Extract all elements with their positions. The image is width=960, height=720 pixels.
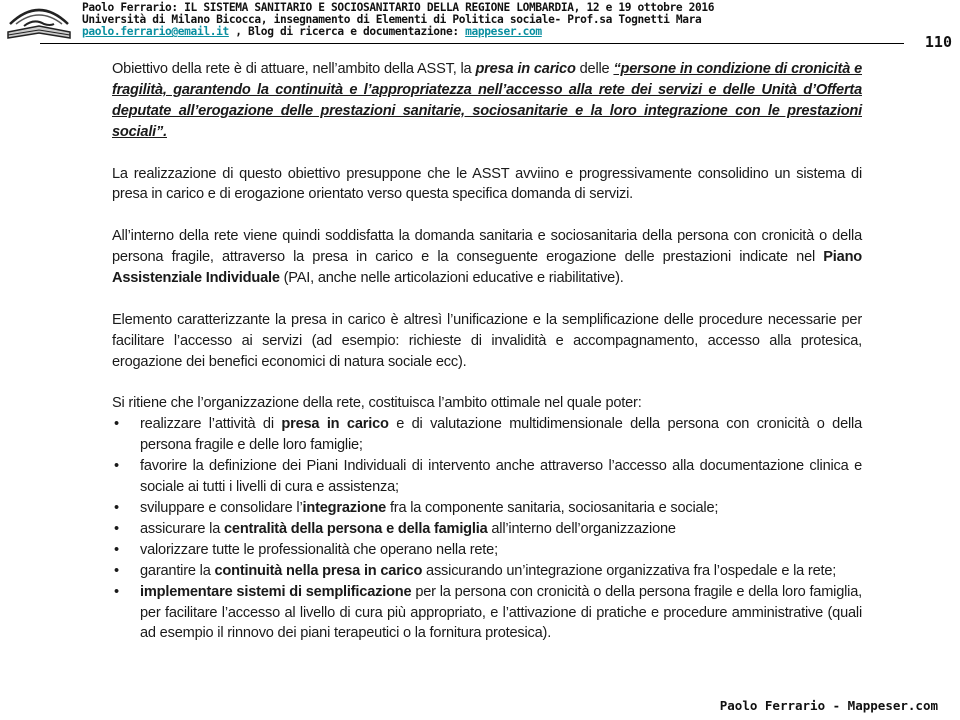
- emphasized-text: continuità nella presa in carico: [214, 562, 423, 579]
- page-number: 110: [924, 33, 952, 51]
- text-run: (PAI, anche nelle articolazioni educative e riabilitative).: [279, 270, 624, 287]
- text-run: garantire la: [140, 562, 215, 579]
- text-run: Elemento caratterizzante la presa in carico è altresì l’unificazione e la semplificazione delle procedure necessarie per facilitare l’accesso ai servizi (ad esempio: richieste di invalidità e accompagnamento, accesso alla protesica, erogazione dei benefici economici di natura sociale ecc).: [112, 311, 862, 370]
- paragraph: [112, 164, 862, 206]
- text-run: favorire la definizione dei Piani Individuali di intervento anche attraverso l’accesso alla documentazione clinica e sociale ai tutti i livelli di cura e assistenza;: [140, 458, 862, 496]
- text-run: sviluppare e consolidare l’: [140, 499, 303, 516]
- text-run: fra la componente sanitaria, sociosanitaria e sociale;: [386, 499, 719, 516]
- blog-link[interactable]: mappeser.com: [465, 25, 542, 38]
- header-divider: [40, 43, 904, 44]
- list-item: [112, 540, 862, 561]
- email-link[interactable]: paolo.ferrario@email.it: [82, 25, 229, 38]
- list-item: [112, 582, 862, 645]
- text-run: All’interno della rete viene quindi soddisfatta la domanda sanitaria e sociosanitaria della persona con cronicità o della persona fragile, attraverso la presa in carico e la conseguente erogazione delle prestazioni indicate nel: [112, 228, 862, 266]
- text-run: realizzare l’attività di: [140, 416, 282, 433]
- list-item: [112, 414, 862, 456]
- paragraph: [112, 59, 862, 143]
- bullet-icon: •: [114, 541, 119, 558]
- text-run: assicurare la: [140, 520, 224, 537]
- footer-credit: Paolo Ferrario - Mappeser.com: [719, 698, 938, 713]
- list-item: [112, 498, 862, 519]
- emphasized-text: implementare sistemi di semplificazione: [140, 583, 412, 600]
- book-handshake-logo-icon: [4, 2, 74, 42]
- blog-label: , Blog di ricerca e documentazione:: [228, 25, 466, 38]
- text-run: per la persona con cronicità o della persona fragile e della loro famiglia, per facilitare l’accesso al livello di cura più appropriato, e l’attivazione di pratiche e procedure amministrative (quali ad esempio il rinnovo dei piani terapeutici o la fornitura protesica).: [140, 583, 862, 642]
- bullet-icon: •: [114, 520, 119, 537]
- text-run: Obiettivo della rete è di attuare, nell’ambito della ASST, la: [112, 61, 476, 77]
- list-item: [112, 519, 862, 540]
- bullet-icon: •: [114, 562, 119, 579]
- emphasized-text: integrazione: [302, 499, 387, 516]
- emphasized-text: presa in carico: [475, 61, 576, 77]
- list-intro: Si ritiene che l’organizzazione della rete, costituisca l’ambito ottimale nel quale poter:: [112, 395, 642, 412]
- text-run: valorizzare tutte le professionalità che operano nella rete;: [140, 541, 498, 558]
- bullet-icon: •: [114, 499, 119, 516]
- document-body: [112, 59, 862, 644]
- bullet-list: [112, 414, 862, 644]
- paragraph: [112, 226, 862, 289]
- list-item: [112, 456, 862, 498]
- emphasized-text: “persone in condizione di cronicità e fragilità, garantendo la continuità e l’appropriatezza nell’accesso alla rete dei servizi e delle Unità d’Offerta deputate all’erogazione delle prestazioni sanitarie, sociosanitarie e la loro integrazione con le prestazioni sociali”.: [112, 61, 862, 140]
- text-run: La realizzazione di questo obiettivo presuppone che le ASST avviino e progressivamente consolidino un sistema di presa in carico e di erogazione orientato verso questa specifica domanda di servizi.: [112, 165, 862, 203]
- emphasized-text: centralità della persona e della famiglia: [224, 520, 488, 537]
- text-run: delle: [575, 61, 614, 77]
- emphasized-text: Piano Assistenziale Individuale: [112, 249, 862, 287]
- text-run: e di valutazione multidimensionale della persona con cronicità o della persona fragile e delle loro famiglie;: [140, 416, 862, 454]
- text-run: all’interno dell’organizzazione: [487, 520, 676, 537]
- paragraph: [112, 310, 862, 373]
- header-title: Paolo Ferrario: IL SISTEMA SANITARIO E SOCIOSANITARIO DELLA REGIONE LOMBARDIA, 12 e 19 ottobre 2016: [82, 1, 715, 14]
- emphasized-text: presa in carico: [281, 416, 389, 433]
- bullet-icon: •: [114, 458, 119, 475]
- list-item: [112, 561, 862, 582]
- bullet-icon: •: [114, 583, 119, 600]
- text-run: assicurando un’integrazione organizzativa fra l’ospedale e la rete;: [422, 562, 837, 579]
- header-subtitle: Università di Milano Bicocca, insegnamento di Elementi di Politica sociale- Prof.sa Tognetti Mara: [82, 13, 702, 26]
- bullet-icon: •: [114, 416, 119, 433]
- document-header: [82, 2, 714, 38]
